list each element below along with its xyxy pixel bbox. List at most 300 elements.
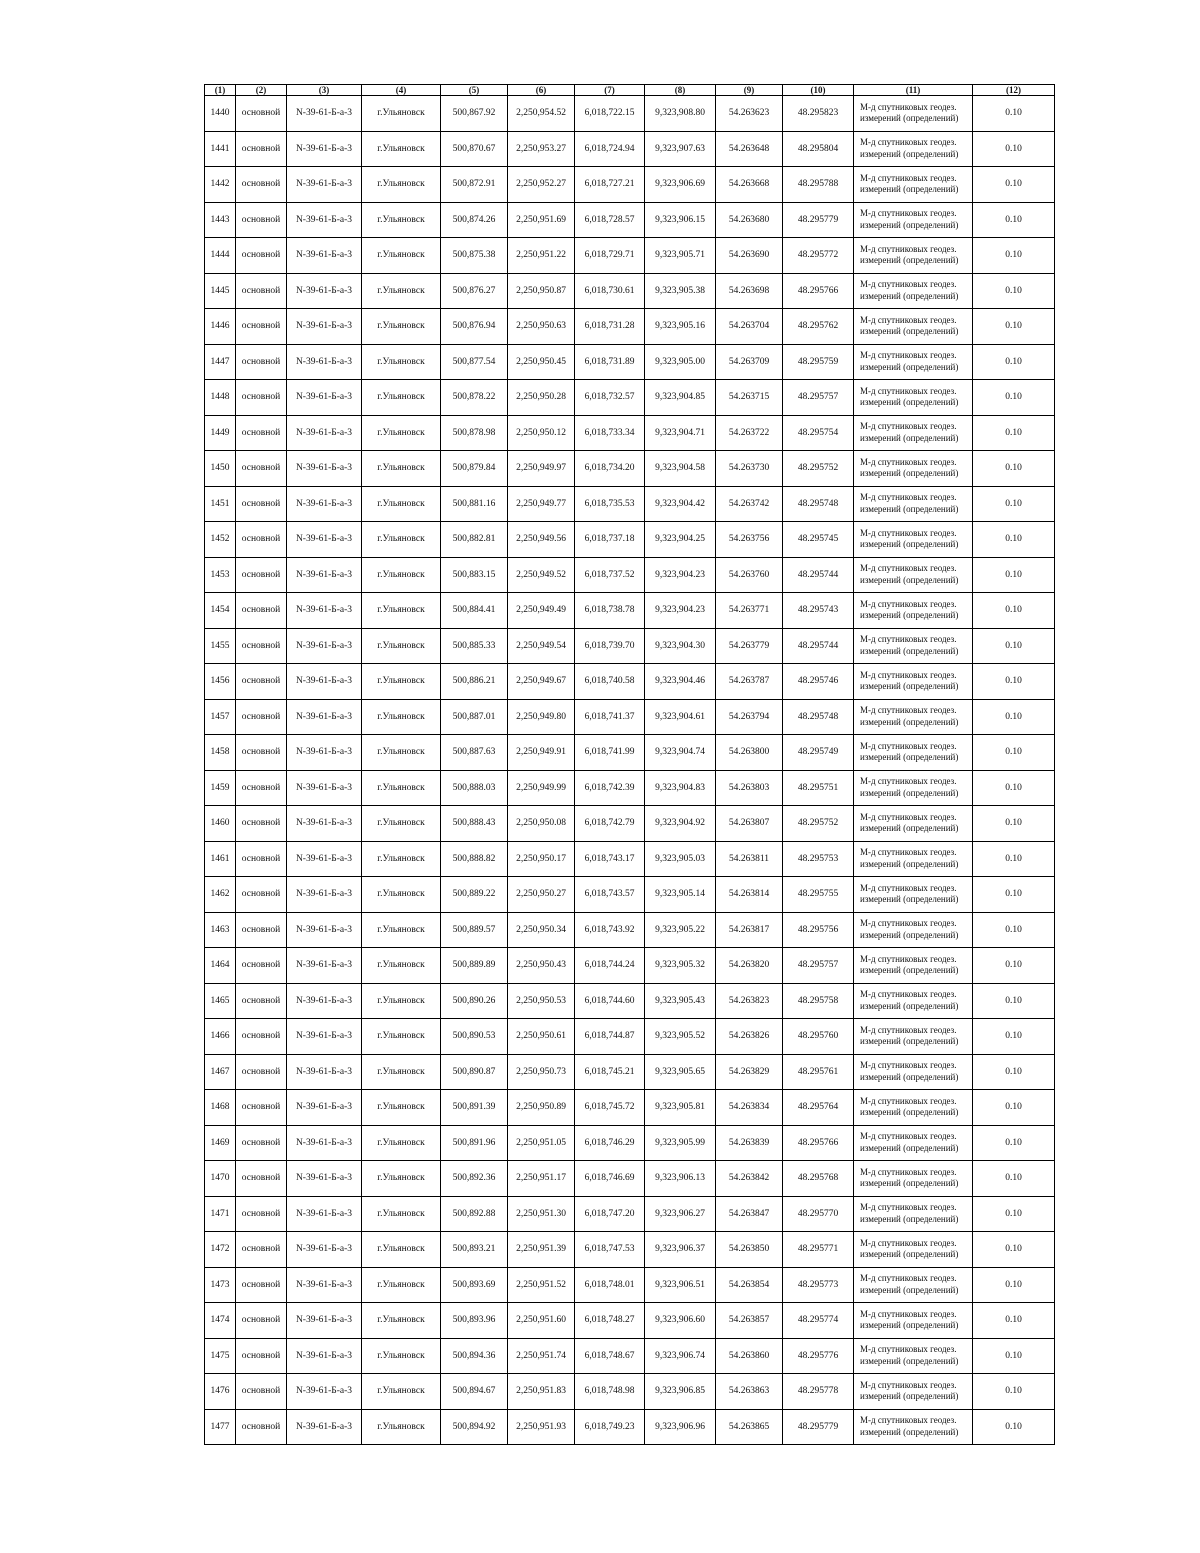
cell-y-coordinate-2: 9,323,905.38 bbox=[645, 273, 716, 309]
cell-latitude: 54.263742 bbox=[716, 486, 783, 522]
table-row bbox=[205, 735, 1055, 771]
cell-locality: г.Ульяновск bbox=[362, 1232, 441, 1268]
cell-y-coordinate-2: 9,323,906.51 bbox=[645, 1267, 716, 1303]
cell-point-number: 1451 bbox=[205, 486, 236, 522]
cell-accuracy: 0.10 bbox=[973, 451, 1055, 487]
cell-y-coordinate: 2,250,953.27 bbox=[508, 131, 575, 167]
cell-x-coordinate-2: 6,018,745.72 bbox=[575, 1090, 645, 1126]
cell-point-number: 1457 bbox=[205, 699, 236, 735]
cell-point-number: 1454 bbox=[205, 593, 236, 629]
cell-accuracy: 0.10 bbox=[973, 1019, 1055, 1055]
cell-accuracy: 0.10 bbox=[973, 522, 1055, 558]
cell-locality: г.Ульяновск bbox=[362, 1054, 441, 1090]
cell-method: М-д спутниковых геодез. измерений (определений) bbox=[854, 309, 973, 345]
cell-y-coordinate-2: 9,323,905.03 bbox=[645, 841, 716, 877]
cell-y-coordinate: 2,250,954.52 bbox=[508, 96, 575, 132]
cell-longitude: 48.295749 bbox=[783, 735, 854, 771]
cell-y-coordinate: 2,250,951.69 bbox=[508, 202, 575, 238]
cell-locality: г.Ульяновск bbox=[362, 486, 441, 522]
cell-y-coordinate: 2,250,950.45 bbox=[508, 344, 575, 380]
cell-point-type: основной bbox=[236, 1196, 287, 1232]
cell-longitude: 48.295756 bbox=[783, 912, 854, 948]
cell-accuracy: 0.10 bbox=[973, 1267, 1055, 1303]
table-row bbox=[205, 1409, 1055, 1445]
cell-sheet-nomenclature: N-39-61-Б-а-3 bbox=[287, 202, 362, 238]
table-row bbox=[205, 1338, 1055, 1374]
cell-point-number: 1470 bbox=[205, 1161, 236, 1197]
cell-point-number: 1447 bbox=[205, 344, 236, 380]
cell-y-coordinate-2: 9,323,906.15 bbox=[645, 202, 716, 238]
cell-y-coordinate-2: 9,323,905.32 bbox=[645, 948, 716, 984]
cell-y-coordinate-2: 9,323,904.85 bbox=[645, 380, 716, 416]
cell-method: М-д спутниковых геодез. измерений (определений) bbox=[854, 841, 973, 877]
cell-accuracy: 0.10 bbox=[973, 948, 1055, 984]
cell-x-coordinate-2: 6,018,744.24 bbox=[575, 948, 645, 984]
cell-locality: г.Ульяновск bbox=[362, 1338, 441, 1374]
cell-point-number: 1461 bbox=[205, 841, 236, 877]
cell-sheet-nomenclature: N-39-61-Б-а-3 bbox=[287, 699, 362, 735]
cell-latitude: 54.263820 bbox=[716, 948, 783, 984]
cell-point-number: 1474 bbox=[205, 1303, 236, 1339]
cell-y-coordinate-2: 9,323,907.63 bbox=[645, 131, 716, 167]
cell-accuracy: 0.10 bbox=[973, 1303, 1055, 1339]
cell-point-type: основной bbox=[236, 1267, 287, 1303]
cell-y-coordinate-2: 9,323,904.23 bbox=[645, 557, 716, 593]
cell-y-coordinate-2: 9,323,904.58 bbox=[645, 451, 716, 487]
cell-accuracy: 0.10 bbox=[973, 699, 1055, 735]
cell-point-number: 1465 bbox=[205, 983, 236, 1019]
cell-y-coordinate: 2,250,949.97 bbox=[508, 451, 575, 487]
cell-method: М-д спутниковых геодез. измерений (определений) bbox=[854, 451, 973, 487]
cell-y-coordinate-2: 9,323,905.81 bbox=[645, 1090, 716, 1126]
table-row bbox=[205, 1125, 1055, 1161]
table-row bbox=[205, 344, 1055, 380]
cell-x-coordinate: 500,886.21 bbox=[441, 664, 508, 700]
cell-accuracy: 0.10 bbox=[973, 841, 1055, 877]
column-header-5: (5) bbox=[441, 85, 508, 96]
cell-longitude: 48.295744 bbox=[783, 557, 854, 593]
cell-x-coordinate: 500,893.96 bbox=[441, 1303, 508, 1339]
table-row bbox=[205, 1161, 1055, 1197]
cell-sheet-nomenclature: N-39-61-Б-а-3 bbox=[287, 806, 362, 842]
cell-method: М-д спутниковых геодез. измерений (определений) bbox=[854, 486, 973, 522]
cell-latitude: 54.263698 bbox=[716, 273, 783, 309]
cell-longitude: 48.295745 bbox=[783, 522, 854, 558]
cell-x-coordinate: 500,889.22 bbox=[441, 877, 508, 913]
cell-y-coordinate: 2,250,950.53 bbox=[508, 983, 575, 1019]
cell-point-type: основной bbox=[236, 1409, 287, 1445]
cell-sheet-nomenclature: N-39-61-Б-а-3 bbox=[287, 344, 362, 380]
cell-longitude: 48.295804 bbox=[783, 131, 854, 167]
cell-method: М-д спутниковых геодез. измерений (определений) bbox=[854, 522, 973, 558]
cell-y-coordinate-2: 9,323,905.52 bbox=[645, 1019, 716, 1055]
cell-y-coordinate-2: 9,323,906.37 bbox=[645, 1232, 716, 1268]
cell-y-coordinate-2: 9,323,904.92 bbox=[645, 806, 716, 842]
cell-method: М-д спутниковых геодез. измерений (определений) bbox=[854, 1267, 973, 1303]
cell-point-type: основной bbox=[236, 1161, 287, 1197]
cell-longitude: 48.295768 bbox=[783, 1161, 854, 1197]
cell-longitude: 48.295758 bbox=[783, 983, 854, 1019]
table-row bbox=[205, 1232, 1055, 1268]
cell-longitude: 48.295779 bbox=[783, 202, 854, 238]
cell-latitude: 54.263668 bbox=[716, 167, 783, 203]
cell-latitude: 54.263847 bbox=[716, 1196, 783, 1232]
cell-y-coordinate-2: 9,323,904.46 bbox=[645, 664, 716, 700]
cell-x-coordinate: 500,867.92 bbox=[441, 96, 508, 132]
cell-locality: г.Ульяновск bbox=[362, 699, 441, 735]
cell-point-type: основной bbox=[236, 1303, 287, 1339]
cell-locality: г.Ульяновск bbox=[362, 948, 441, 984]
cell-accuracy: 0.10 bbox=[973, 1374, 1055, 1410]
cell-y-coordinate: 2,250,949.49 bbox=[508, 593, 575, 629]
cell-locality: г.Ульяновск bbox=[362, 167, 441, 203]
cell-method: М-д спутниковых геодез. измерений (определений) bbox=[854, 1374, 973, 1410]
cell-x-coordinate-2: 6,018,737.18 bbox=[575, 522, 645, 558]
cell-sheet-nomenclature: N-39-61-Б-а-3 bbox=[287, 1267, 362, 1303]
cell-x-coordinate-2: 6,018,747.53 bbox=[575, 1232, 645, 1268]
cell-longitude: 48.295766 bbox=[783, 273, 854, 309]
cell-point-number: 1440 bbox=[205, 96, 236, 132]
cell-accuracy: 0.10 bbox=[973, 1161, 1055, 1197]
cell-point-number: 1452 bbox=[205, 522, 236, 558]
cell-x-coordinate: 500,891.39 bbox=[441, 1090, 508, 1126]
cell-y-coordinate: 2,250,950.61 bbox=[508, 1019, 575, 1055]
cell-x-coordinate-2: 6,018,734.20 bbox=[575, 451, 645, 487]
cell-method: М-д спутниковых геодез. измерений (определений) bbox=[854, 1196, 973, 1232]
cell-point-type: основной bbox=[236, 131, 287, 167]
cell-point-number: 1456 bbox=[205, 664, 236, 700]
cell-point-number: 1442 bbox=[205, 167, 236, 203]
table-row bbox=[205, 628, 1055, 664]
cell-sheet-nomenclature: N-39-61-Б-а-3 bbox=[287, 131, 362, 167]
cell-point-type: основной bbox=[236, 167, 287, 203]
cell-locality: г.Ульяновск bbox=[362, 451, 441, 487]
cell-longitude: 48.295743 bbox=[783, 593, 854, 629]
cell-latitude: 54.263680 bbox=[716, 202, 783, 238]
cell-accuracy: 0.10 bbox=[973, 96, 1055, 132]
cell-point-type: основной bbox=[236, 309, 287, 345]
cell-longitude: 48.295773 bbox=[783, 1267, 854, 1303]
cell-x-coordinate: 500,877.54 bbox=[441, 344, 508, 380]
cell-accuracy: 0.10 bbox=[973, 877, 1055, 913]
cell-accuracy: 0.10 bbox=[973, 1232, 1055, 1268]
cell-x-coordinate: 500,878.98 bbox=[441, 415, 508, 451]
cell-longitude: 48.295752 bbox=[783, 451, 854, 487]
table-row bbox=[205, 96, 1055, 132]
cell-point-type: основной bbox=[236, 380, 287, 416]
cell-x-coordinate: 500,881.16 bbox=[441, 486, 508, 522]
cell-point-number: 1463 bbox=[205, 912, 236, 948]
table-row bbox=[205, 841, 1055, 877]
cell-y-coordinate-2: 9,323,906.13 bbox=[645, 1161, 716, 1197]
cell-longitude: 48.295779 bbox=[783, 1409, 854, 1445]
cell-point-number: 1446 bbox=[205, 309, 236, 345]
cell-point-type: основной bbox=[236, 1374, 287, 1410]
cell-point-number: 1462 bbox=[205, 877, 236, 913]
cell-x-coordinate: 500,876.94 bbox=[441, 309, 508, 345]
coordinates-table bbox=[204, 84, 1055, 1445]
cell-y-coordinate: 2,250,949.67 bbox=[508, 664, 575, 700]
cell-point-type: основной bbox=[236, 1054, 287, 1090]
cell-latitude: 54.263834 bbox=[716, 1090, 783, 1126]
table-row bbox=[205, 1374, 1055, 1410]
cell-locality: г.Ульяновск bbox=[362, 841, 441, 877]
cell-accuracy: 0.10 bbox=[973, 557, 1055, 593]
cell-sheet-nomenclature: N-39-61-Б-а-3 bbox=[287, 735, 362, 771]
cell-latitude: 54.263794 bbox=[716, 699, 783, 735]
cell-longitude: 48.295757 bbox=[783, 948, 854, 984]
cell-method: М-д спутниковых геодез. измерений (определений) bbox=[854, 131, 973, 167]
cell-point-type: основной bbox=[236, 273, 287, 309]
cell-point-type: основной bbox=[236, 415, 287, 451]
cell-y-coordinate: 2,250,950.12 bbox=[508, 415, 575, 451]
cell-point-number: 1464 bbox=[205, 948, 236, 984]
cell-y-coordinate: 2,250,949.54 bbox=[508, 628, 575, 664]
cell-longitude: 48.295746 bbox=[783, 664, 854, 700]
cell-y-coordinate: 2,250,951.93 bbox=[508, 1409, 575, 1445]
cell-sheet-nomenclature: N-39-61-Б-а-3 bbox=[287, 1374, 362, 1410]
cell-y-coordinate: 2,250,952.27 bbox=[508, 167, 575, 203]
cell-x-coordinate: 500,888.03 bbox=[441, 770, 508, 806]
cell-y-coordinate: 2,250,950.27 bbox=[508, 877, 575, 913]
cell-method: М-д спутниковых геодез. измерений (определений) bbox=[854, 1090, 973, 1126]
cell-latitude: 54.263863 bbox=[716, 1374, 783, 1410]
cell-point-number: 1468 bbox=[205, 1090, 236, 1126]
cell-locality: г.Ульяновск bbox=[362, 1303, 441, 1339]
cell-longitude: 48.295757 bbox=[783, 380, 854, 416]
cell-y-coordinate-2: 9,323,904.61 bbox=[645, 699, 716, 735]
column-header-11: (11) bbox=[854, 85, 973, 96]
table-row bbox=[205, 948, 1055, 984]
cell-x-coordinate-2: 6,018,748.98 bbox=[575, 1374, 645, 1410]
table-row bbox=[205, 1303, 1055, 1339]
cell-x-coordinate-2: 6,018,747.20 bbox=[575, 1196, 645, 1232]
cell-point-type: основной bbox=[236, 202, 287, 238]
cell-latitude: 54.263709 bbox=[716, 344, 783, 380]
cell-latitude: 54.263814 bbox=[716, 877, 783, 913]
cell-y-coordinate-2: 9,323,904.25 bbox=[645, 522, 716, 558]
cell-y-coordinate: 2,250,950.43 bbox=[508, 948, 575, 984]
cell-x-coordinate-2: 6,018,743.92 bbox=[575, 912, 645, 948]
cell-method: М-д спутниковых геодез. измерений (определений) bbox=[854, 1161, 973, 1197]
table-row bbox=[205, 557, 1055, 593]
cell-x-coordinate: 500,890.26 bbox=[441, 983, 508, 1019]
cell-accuracy: 0.10 bbox=[973, 202, 1055, 238]
cell-longitude: 48.295759 bbox=[783, 344, 854, 380]
cell-sheet-nomenclature: N-39-61-Б-а-3 bbox=[287, 96, 362, 132]
cell-point-type: основной bbox=[236, 1019, 287, 1055]
cell-sheet-nomenclature: N-39-61-Б-а-3 bbox=[287, 486, 362, 522]
cell-latitude: 54.263865 bbox=[716, 1409, 783, 1445]
cell-y-coordinate: 2,250,951.30 bbox=[508, 1196, 575, 1232]
cell-locality: г.Ульяновск bbox=[362, 1374, 441, 1410]
cell-method: М-д спутниковых геодез. измерений (определений) bbox=[854, 415, 973, 451]
cell-longitude: 48.295772 bbox=[783, 238, 854, 274]
cell-x-coordinate-2: 6,018,746.69 bbox=[575, 1161, 645, 1197]
cell-x-coordinate-2: 6,018,748.27 bbox=[575, 1303, 645, 1339]
cell-y-coordinate: 2,250,949.77 bbox=[508, 486, 575, 522]
table-row bbox=[205, 699, 1055, 735]
cell-latitude: 54.263860 bbox=[716, 1338, 783, 1374]
cell-point-type: основной bbox=[236, 486, 287, 522]
cell-longitude: 48.295761 bbox=[783, 1054, 854, 1090]
cell-locality: г.Ульяновск bbox=[362, 983, 441, 1019]
column-header-6: (6) bbox=[508, 85, 575, 96]
cell-x-coordinate-2: 6,018,731.89 bbox=[575, 344, 645, 380]
column-header-12: (12) bbox=[973, 85, 1055, 96]
table-row bbox=[205, 912, 1055, 948]
cell-method: М-д спутниковых геодез. измерений (определений) bbox=[854, 1409, 973, 1445]
cell-latitude: 54.263779 bbox=[716, 628, 783, 664]
cell-method: М-д спутниковых геодез. измерений (определений) bbox=[854, 628, 973, 664]
cell-x-coordinate: 500,894.92 bbox=[441, 1409, 508, 1445]
cell-sheet-nomenclature: N-39-61-Б-а-3 bbox=[287, 1303, 362, 1339]
cell-point-number: 1472 bbox=[205, 1232, 236, 1268]
cell-sheet-nomenclature: N-39-61-Б-а-3 bbox=[287, 1125, 362, 1161]
cell-longitude: 48.295751 bbox=[783, 770, 854, 806]
cell-x-coordinate-2: 6,018,740.58 bbox=[575, 664, 645, 700]
cell-sheet-nomenclature: N-39-61-Б-а-3 bbox=[287, 1161, 362, 1197]
cell-sheet-nomenclature: N-39-61-Б-а-3 bbox=[287, 1090, 362, 1126]
cell-point-type: основной bbox=[236, 628, 287, 664]
cell-x-coordinate: 500,893.69 bbox=[441, 1267, 508, 1303]
column-header-9: (9) bbox=[716, 85, 783, 96]
table-row bbox=[205, 309, 1055, 345]
cell-locality: г.Ульяновск bbox=[362, 415, 441, 451]
cell-point-number: 1459 bbox=[205, 770, 236, 806]
column-header-2: (2) bbox=[236, 85, 287, 96]
cell-accuracy: 0.10 bbox=[973, 1090, 1055, 1126]
cell-latitude: 54.263854 bbox=[716, 1267, 783, 1303]
cell-x-coordinate: 500,892.36 bbox=[441, 1161, 508, 1197]
table-row bbox=[205, 1196, 1055, 1232]
cell-method: М-д спутниковых геодез. измерений (определений) bbox=[854, 699, 973, 735]
cell-point-number: 1458 bbox=[205, 735, 236, 771]
cell-method: М-д спутниковых геодез. измерений (определений) bbox=[854, 735, 973, 771]
column-header-3: (3) bbox=[287, 85, 362, 96]
cell-longitude: 48.295762 bbox=[783, 309, 854, 345]
cell-point-type: основной bbox=[236, 983, 287, 1019]
cell-sheet-nomenclature: N-39-61-Б-а-3 bbox=[287, 1232, 362, 1268]
cell-point-number: 1443 bbox=[205, 202, 236, 238]
cell-accuracy: 0.10 bbox=[973, 983, 1055, 1019]
table-row bbox=[205, 806, 1055, 842]
cell-latitude: 54.263648 bbox=[716, 131, 783, 167]
cell-locality: г.Ульяновск bbox=[362, 238, 441, 274]
cell-locality: г.Ульяновск bbox=[362, 664, 441, 700]
cell-accuracy: 0.10 bbox=[973, 131, 1055, 167]
cell-longitude: 48.295755 bbox=[783, 877, 854, 913]
cell-locality: г.Ульяновск bbox=[362, 1161, 441, 1197]
cell-sheet-nomenclature: N-39-61-Б-а-3 bbox=[287, 593, 362, 629]
cell-sheet-nomenclature: N-39-61-Б-а-3 bbox=[287, 557, 362, 593]
cell-y-coordinate-2: 9,323,906.85 bbox=[645, 1374, 716, 1410]
cell-point-type: основной bbox=[236, 557, 287, 593]
table-row bbox=[205, 131, 1055, 167]
cell-longitude: 48.295776 bbox=[783, 1338, 854, 1374]
cell-accuracy: 0.10 bbox=[973, 167, 1055, 203]
cell-sheet-nomenclature: N-39-61-Б-а-3 bbox=[287, 628, 362, 664]
cell-sheet-nomenclature: N-39-61-Б-а-3 bbox=[287, 841, 362, 877]
cell-y-coordinate: 2,250,951.05 bbox=[508, 1125, 575, 1161]
cell-latitude: 54.263803 bbox=[716, 770, 783, 806]
cell-method: М-д спутниковых геодез. измерений (определений) bbox=[854, 1019, 973, 1055]
cell-x-coordinate-2: 6,018,730.61 bbox=[575, 273, 645, 309]
cell-locality: г.Ульяновск bbox=[362, 1409, 441, 1445]
cell-y-coordinate: 2,250,951.74 bbox=[508, 1338, 575, 1374]
cell-latitude: 54.263715 bbox=[716, 380, 783, 416]
cell-method: М-д спутниковых геодез. измерений (определений) bbox=[854, 593, 973, 629]
cell-x-coordinate-2: 6,018,742.39 bbox=[575, 770, 645, 806]
cell-sheet-nomenclature: N-39-61-Б-а-3 bbox=[287, 415, 362, 451]
cell-y-coordinate: 2,250,949.99 bbox=[508, 770, 575, 806]
cell-y-coordinate: 2,250,950.63 bbox=[508, 309, 575, 345]
table-row bbox=[205, 1090, 1055, 1126]
cell-x-coordinate: 500,872.91 bbox=[441, 167, 508, 203]
cell-accuracy: 0.10 bbox=[973, 344, 1055, 380]
cell-point-number: 1441 bbox=[205, 131, 236, 167]
cell-y-coordinate-2: 9,323,905.71 bbox=[645, 238, 716, 274]
cell-point-number: 1477 bbox=[205, 1409, 236, 1445]
cell-y-coordinate: 2,250,950.28 bbox=[508, 380, 575, 416]
cell-point-type: основной bbox=[236, 912, 287, 948]
cell-locality: г.Ульяновск bbox=[362, 557, 441, 593]
cell-point-type: основной bbox=[236, 735, 287, 771]
table-row bbox=[205, 664, 1055, 700]
cell-method: М-д спутниковых геодез. измерений (определений) bbox=[854, 806, 973, 842]
table-row bbox=[205, 202, 1055, 238]
cell-accuracy: 0.10 bbox=[973, 486, 1055, 522]
cell-y-coordinate-2: 9,323,904.23 bbox=[645, 593, 716, 629]
cell-point-number: 1449 bbox=[205, 415, 236, 451]
cell-latitude: 54.263817 bbox=[716, 912, 783, 948]
cell-method: М-д спутниковых геодез. измерений (определений) bbox=[854, 380, 973, 416]
cell-y-coordinate: 2,250,949.80 bbox=[508, 699, 575, 735]
cell-y-coordinate: 2,250,951.60 bbox=[508, 1303, 575, 1339]
cell-x-coordinate: 500,887.01 bbox=[441, 699, 508, 735]
cell-x-coordinate-2: 6,018,729.71 bbox=[575, 238, 645, 274]
cell-sheet-nomenclature: N-39-61-Б-а-3 bbox=[287, 664, 362, 700]
cell-x-coordinate: 500,894.36 bbox=[441, 1338, 508, 1374]
cell-method: М-д спутниковых геодез. измерений (определений) bbox=[854, 96, 973, 132]
table-row bbox=[205, 380, 1055, 416]
cell-point-type: основной bbox=[236, 841, 287, 877]
cell-longitude: 48.295774 bbox=[783, 1303, 854, 1339]
column-header-10: (10) bbox=[783, 85, 854, 96]
cell-x-coordinate-2: 6,018,738.78 bbox=[575, 593, 645, 629]
cell-x-coordinate: 500,884.41 bbox=[441, 593, 508, 629]
cell-locality: г.Ульяновск bbox=[362, 593, 441, 629]
cell-y-coordinate-2: 9,323,906.96 bbox=[645, 1409, 716, 1445]
table-row bbox=[205, 1054, 1055, 1090]
cell-y-coordinate: 2,250,950.08 bbox=[508, 806, 575, 842]
cell-point-type: основной bbox=[236, 1090, 287, 1126]
cell-sheet-nomenclature: N-39-61-Б-а-3 bbox=[287, 770, 362, 806]
cell-x-coordinate: 500,883.15 bbox=[441, 557, 508, 593]
cell-y-coordinate: 2,250,949.52 bbox=[508, 557, 575, 593]
cell-y-coordinate-2: 9,323,906.74 bbox=[645, 1338, 716, 1374]
cell-y-coordinate-2: 9,323,904.42 bbox=[645, 486, 716, 522]
cell-method: М-д спутниковых геодез. измерений (определений) bbox=[854, 983, 973, 1019]
cell-x-coordinate-2: 6,018,742.79 bbox=[575, 806, 645, 842]
cell-latitude: 54.263722 bbox=[716, 415, 783, 451]
cell-y-coordinate-2: 9,323,908.80 bbox=[645, 96, 716, 132]
cell-x-coordinate-2: 6,018,727.21 bbox=[575, 167, 645, 203]
cell-sheet-nomenclature: N-39-61-Б-а-3 bbox=[287, 1409, 362, 1445]
cell-x-coordinate: 500,870.67 bbox=[441, 131, 508, 167]
cell-method: М-д спутниковых геодез. измерений (определений) bbox=[854, 1338, 973, 1374]
cell-latitude: 54.263800 bbox=[716, 735, 783, 771]
